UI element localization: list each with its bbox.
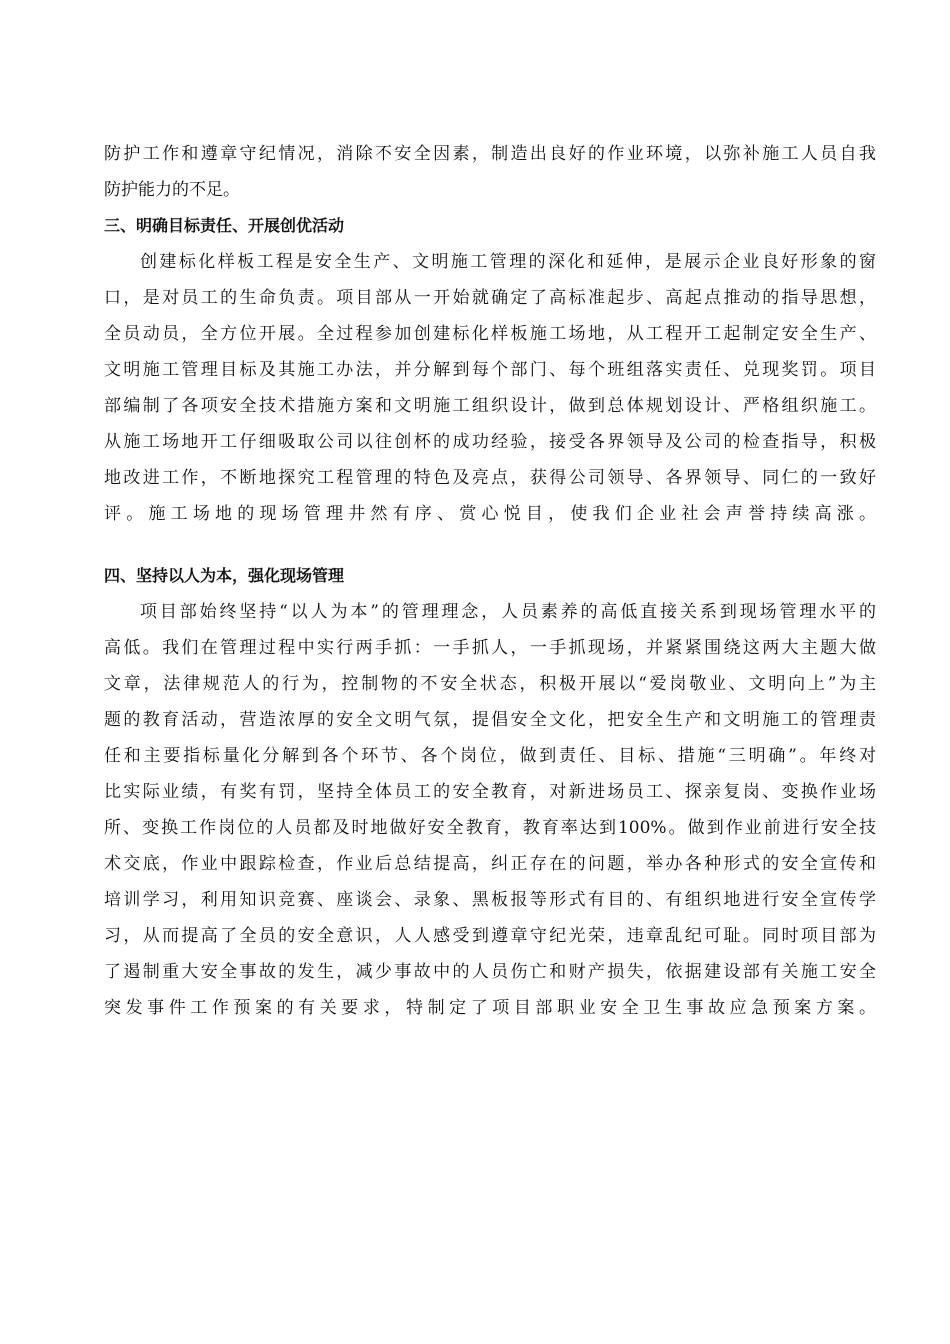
section-heading: 四、坚持以人为本，强化现场管理 [104,566,345,585]
paragraph-line: 评。施工场地的现场管理井然有序、赏心悦目，使我们企业社会声誉持续高涨。 [104,504,876,524]
paragraph-line: 了遏制重大安全事故的发生，减少事故中的人员伤亡和财产损失，依据建设部有关施工安全 [104,962,876,982]
paragraph-line: 突发事件工作预案的有关要求，特制定了项目部职业安全卫生事故应急预案方案。 [104,998,876,1018]
paragraph-line: 文章，法律规范人的行为，控制物的不安全状态，积极开展以“爱岗敬业、文明向上”为主 [104,674,876,694]
paragraph-line: 防护能力的不足。 [104,180,240,200]
paragraph-line: 高低。我们在管理过程中实行两手抓：一手抓人，一手抓现场，并紧紧围绕这两大主题大做 [104,638,876,658]
paragraph-line: 全员动员，全方位开展。全过程参加创建标化样板施工场地，从工程开工起制定安全生产、 [104,324,876,344]
paragraph-line: 题的教育活动，营造浓厚的安全文明气氛，提倡安全文化，把安全生产和文明施工的管理责 [104,710,876,730]
section-spacer [104,532,876,558]
intro-paragraph [104,136,876,208]
paragraph-line: 口，是对员工的生命负责。项目部从一开始就确定了高标准起步、高起点推动的指导思想， [104,288,876,308]
paragraph-line: 部编制了各项安全技术措施方案和文明施工组织设计，做到总体规划设计、严格组织施工。 [104,396,876,416]
paragraph-line: 比实际业绩，有奖有罚，坚持全体员工的安全教育，对新进场员工、探亲复岗、变换作业场 [104,782,876,802]
paragraph-line: 地改进工作，不断地探究工程管理的特色及亮点，获得公司领导、各界领导、同仁的一致好 [104,468,876,488]
paragraph-line: 任和主要指标量化分解到各个环节、各个岗位，做到责任、目标、措施“三明确”。年终对 [104,746,876,766]
paragraph-line: 创建标化样板工程是安全生产、文明施工管理的深化和延伸，是展示企业良好形象的窗 [140,252,876,272]
section-paragraph [104,594,876,1026]
paragraph-line: 从施工场地开工仔细吸取公司以往创杯的成功经验，接受各界领导及公司的检查指导，积极 [104,432,876,452]
paragraph-line: 文明施工管理目标及其施工办法，并分解到每个部门、每个班组落实责任、兑现奖罚。项目 [104,360,876,380]
paragraph-line: 术交底，作业中跟踪检查，作业后总结提高，纠正存在的问题，举办各种形式的安全宣传和 [104,854,876,874]
paragraph-line: 所、变换工作岗位的人员都及时地做好安全教育，教育率达到100%。做到作业前进行安全技 [104,818,876,838]
paragraph-line: 防护工作和遵章守纪情况，消除不安全因素，制造出良好的作业环境，以弥补施工人员自我 [104,144,876,164]
paragraph-line: 项目部始终坚持“以人为本”的管理理念，人员素养的高低直接关系到现场管理水平的 [140,602,876,622]
paragraph-line: 培训学习，利用知识竞赛、座谈会、录象、黑板报等形式有目的、有组织地进行安全宣传学 [104,890,876,910]
section-heading: 三、明确目标责任、开展创优活动 [104,216,345,235]
document-page [104,136,876,1026]
section-paragraph [104,244,876,532]
paragraph-line: 习，从而提高了全员的安全意识，人人感受到遵章守纪光荣，违章乱纪可耻。同时项目部为 [104,926,876,946]
